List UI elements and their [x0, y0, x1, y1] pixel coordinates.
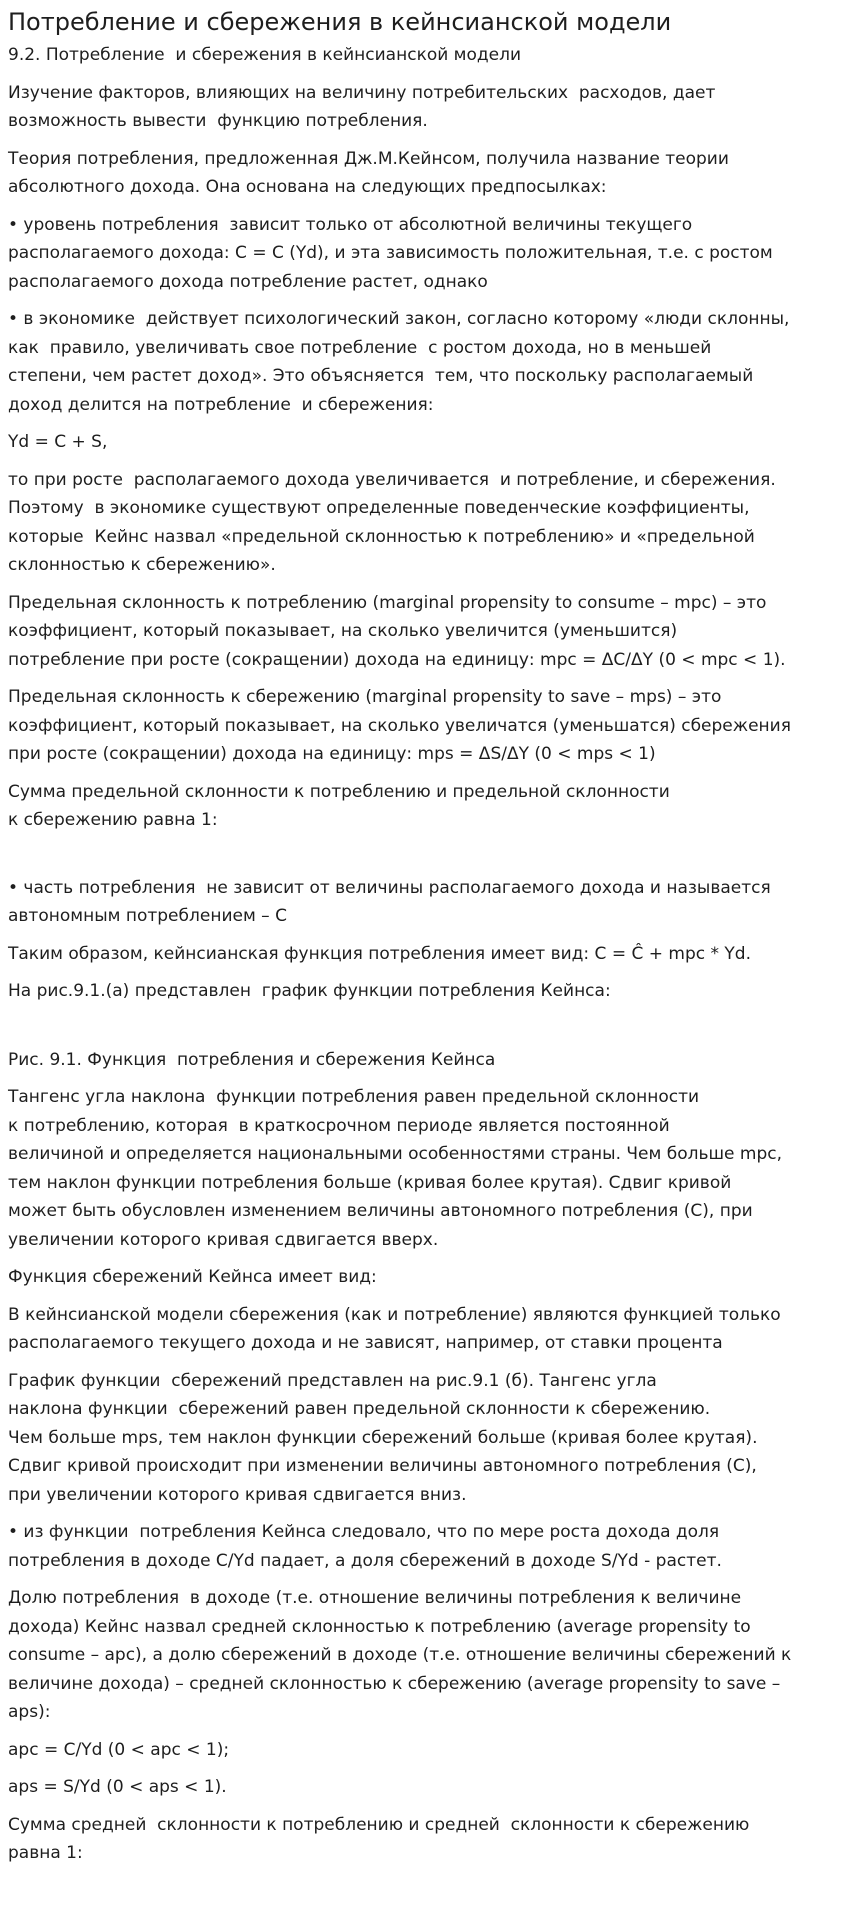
page-title: Потребление и сбережения в кейнсианской модели	[8, 8, 672, 36]
paragraph-intro: Изучение факторов, влияющих на величину потребительских расходов, дает возможность вывести функцию потребления.	[8, 82, 716, 131]
figure-placeholder	[8, 1015, 839, 1046]
section-heading: 9.2. Потребление и сбережения в кейнсианской модели	[8, 45, 522, 65]
bullet-psychological-law: • в экономике действует психологический закон, согласно которому «люди склонны, как правило, увеличивать свое потребление с ростом дохода, но в меньшей степени, чем растет доход». Это объясняется тем, что поскольку располагаемый доход делится на потребление и сбережения:	[8, 309, 790, 415]
paragraph-savings-function: Функция сбережений Кейнса имеет вид:	[8, 1267, 377, 1287]
figure-caption: Рис. 9.1. Функция потребления и сбережения Кейнса	[8, 1049, 496, 1070]
formula-apc: apc = C/Yd (0 < apc < 1);	[8, 1739, 230, 1760]
paragraph-sum-apc-aps: Сумма средней склонности к потреблению и средней склонности к сбережению равна 1:	[8, 1814, 750, 1863]
paragraph-average-propensity: Долю потребления в доходе (т.е. отношение величины потребления к величине дохода) Кейнс назвал средней склонностью к потреблению (average propensity to consume – apc), а долю сбережений в доходе (т.е. отношение величины сбережений к величине дохода) – средней склонностью к сбережению (average propensity to save – aps):	[8, 1588, 792, 1722]
paragraph-savings-graph: График функции сбережений представлен на рис.9.1 (б). Тангенс угла наклона функции сбережений равен предельной склонности к сбережению. Чем больше mps, тем наклон функции сбережений больше (кривая более крутая). Сдвиг кривой происходит при изменении величины автономного потребления (С), при увеличении которого кривая сдвигается вниз.	[8, 1370, 758, 1505]
paragraph-tangent-consumption: Тангенс угла наклона функции потребления равен предельной склонности к потреблению, которая в краткосрочном периоде является постоянной величиной и определяется национальными особенностями страны. Чем больше mpc, тем наклон функции потребления больше (кривая более крутая). Сдвиг кривой может быть обусловлен изменением величины автономного потребления (С), при увеличении которого кривая сдвигается вверх.	[8, 1087, 783, 1250]
bullet-autonomous-consumption: • часть потребления не зависит от величины располагаемого дохода и называется автономным потреблением – С	[8, 877, 771, 926]
paragraph-theory: Теория потребления, предложенная Дж.М.Кейнсом, получила название теории абсолютного дохода. Она основана на следующих предпосылках:	[8, 148, 729, 197]
paragraph-figure-intro: На рис.9.1.(а) представлен график функции потребления Кейнса:	[8, 981, 611, 1001]
formula-yd: Yd = C + S,	[8, 432, 108, 452]
paragraph-savings-model: В кейнсианской модели сбережения (как и потребление) являются функцией только располагаемого текущего дохода и не зависят, например, от ставки процента	[8, 1304, 781, 1353]
bullet-share-consumption: • из функции потребления Кейнса следовало, что по мере роста дохода доля потребления в доходе C/Yd падает, а доля сбережений в доходе S/Yd - растет.	[8, 1522, 722, 1571]
paragraph-coefficients: то при росте располагаемого дохода увеличивается и потребление, и сбережения. Поэтому в экономике существуют определенные поведенческие коэффициенты, которые Кейнс назвал «предельной склонностью к потреблению» и «предельной склонностью к сбережению».	[8, 469, 776, 575]
formula-aps: aps = S/Yd (0 < aps < 1).	[8, 1777, 227, 1797]
paragraph-mpc: Предельная склонность к потреблению (marginal propensity to consume – mpc) – это коэффициент, который показывает, на сколько увеличится (уменьшится) потребление при росте (сокращении) дохода на единицу: mpc = ΔC/ΔY (0 < mpc < 1).	[8, 592, 786, 670]
formula-placeholder	[8, 844, 839, 874]
bullet-consumption-level: • уровень потребления зависит только от абсолютной величины текущего располагаемого дохода: С = С (Yd), и эта зависимость положительная, т.е. с ростом располагаемого дохода потребление растет, однако	[8, 214, 773, 292]
paragraph-sum-mpc-mps: Сумма предельной склонности к потреблению и предельной склонности к сбережению равна 1:	[8, 781, 670, 830]
paragraph-mps: Предельная склонность к сбережению (marginal propensity to save – mps) – это коэффициент, который показывает, на сколько увеличатся (уменьшатся) сбережения при росте (сокращении) дохода на единицу: mps = ΔS/ΔY (0 < mps < 1)	[8, 687, 791, 764]
paragraph-consumption-function: Таким образом, кейнсианская функция потребления имеет вид: С = Ĉ + mpc * Yd.	[8, 943, 751, 964]
